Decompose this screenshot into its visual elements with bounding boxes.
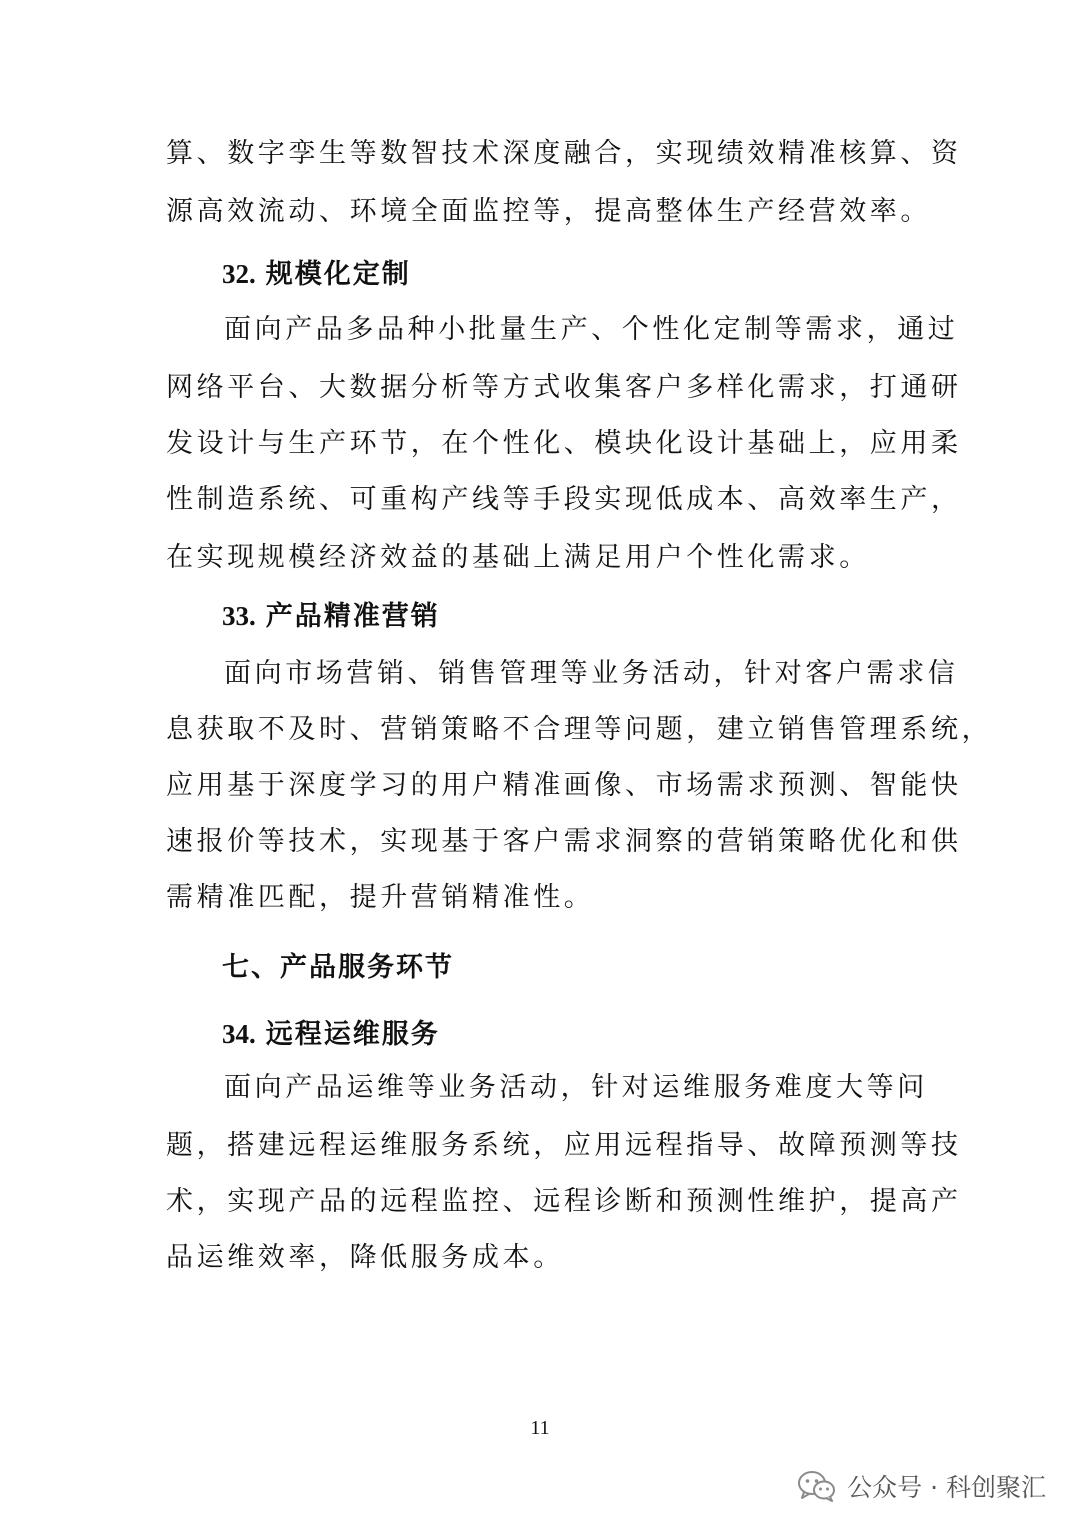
page-number: 11 xyxy=(530,1417,550,1439)
paragraph-line: 速报价等技术，实现基于客户需求洞察的营销策略优化和供 xyxy=(166,826,962,857)
paragraph-line: 题，搭建远程运维服务系统，应用远程指导、故障预测等技 xyxy=(166,1130,962,1161)
paragraph-line: 发设计与生产环节，在个性化、模块化设计基础上，应用柔 xyxy=(166,428,962,459)
intro-line: 源高效流动、环境全面监控等，提高整体生产经营效率。 xyxy=(166,196,931,227)
paragraph-line: 面向市场营销、销售管理等业务活动，针对客户需求信 xyxy=(224,658,959,689)
paragraph-line: 面向产品运维等业务活动，针对运维服务难度大等问 xyxy=(224,1072,928,1103)
paragraph-line: 性制造系统、可重构产线等手段实现低成本、高效率生产， xyxy=(166,484,962,515)
heading-34 xyxy=(222,1016,440,1052)
heading-number: 32. xyxy=(222,259,256,289)
paragraph-line: 面向产品多品种小批量生产、个性化定制等需求，通过 xyxy=(224,314,959,345)
heading-title: 远程运维服务 xyxy=(265,1019,440,1050)
watermark-text: 公众号 · 科创聚汇 xyxy=(847,1473,1046,1502)
paragraph-line: 网络平台、大数据分析等方式收集客户多样化需求，打通研 xyxy=(166,372,962,403)
intro-line: 算、数字孪生等数智技术深度融合，实现绩效精准核算、资 xyxy=(166,138,962,169)
heading-33 xyxy=(222,598,440,634)
paragraph-line: 在实现规模经济效益的基础上满足用户个性化需求。 xyxy=(166,542,870,573)
paragraph-line: 术，实现产品的远程监控、远程诊断和预测性维护，提高产 xyxy=(166,1186,962,1217)
paragraph-line: 应用基于深度学习的用户精准画像、市场需求预测、智能快 xyxy=(166,770,962,801)
heading-number: 34. xyxy=(222,1019,256,1049)
heading-32 xyxy=(222,256,411,292)
heading-title: 产品精准营销 xyxy=(265,601,440,632)
paragraph-line: 息获取不及时、营销策略不合理等问题，建立销售管理系统， xyxy=(166,714,993,745)
heading-number: 33. xyxy=(222,601,256,631)
wechat-icon xyxy=(797,1470,837,1502)
heading-title: 规模化定制 xyxy=(265,259,411,290)
watermark xyxy=(797,1466,1046,1506)
paragraph-line: 需精准匹配，提升营销精准性。 xyxy=(166,882,595,913)
paragraph-line: 品运维效率，降低服务成本。 xyxy=(166,1242,564,1273)
section-heading: 七、产品服务环节 xyxy=(222,952,454,983)
